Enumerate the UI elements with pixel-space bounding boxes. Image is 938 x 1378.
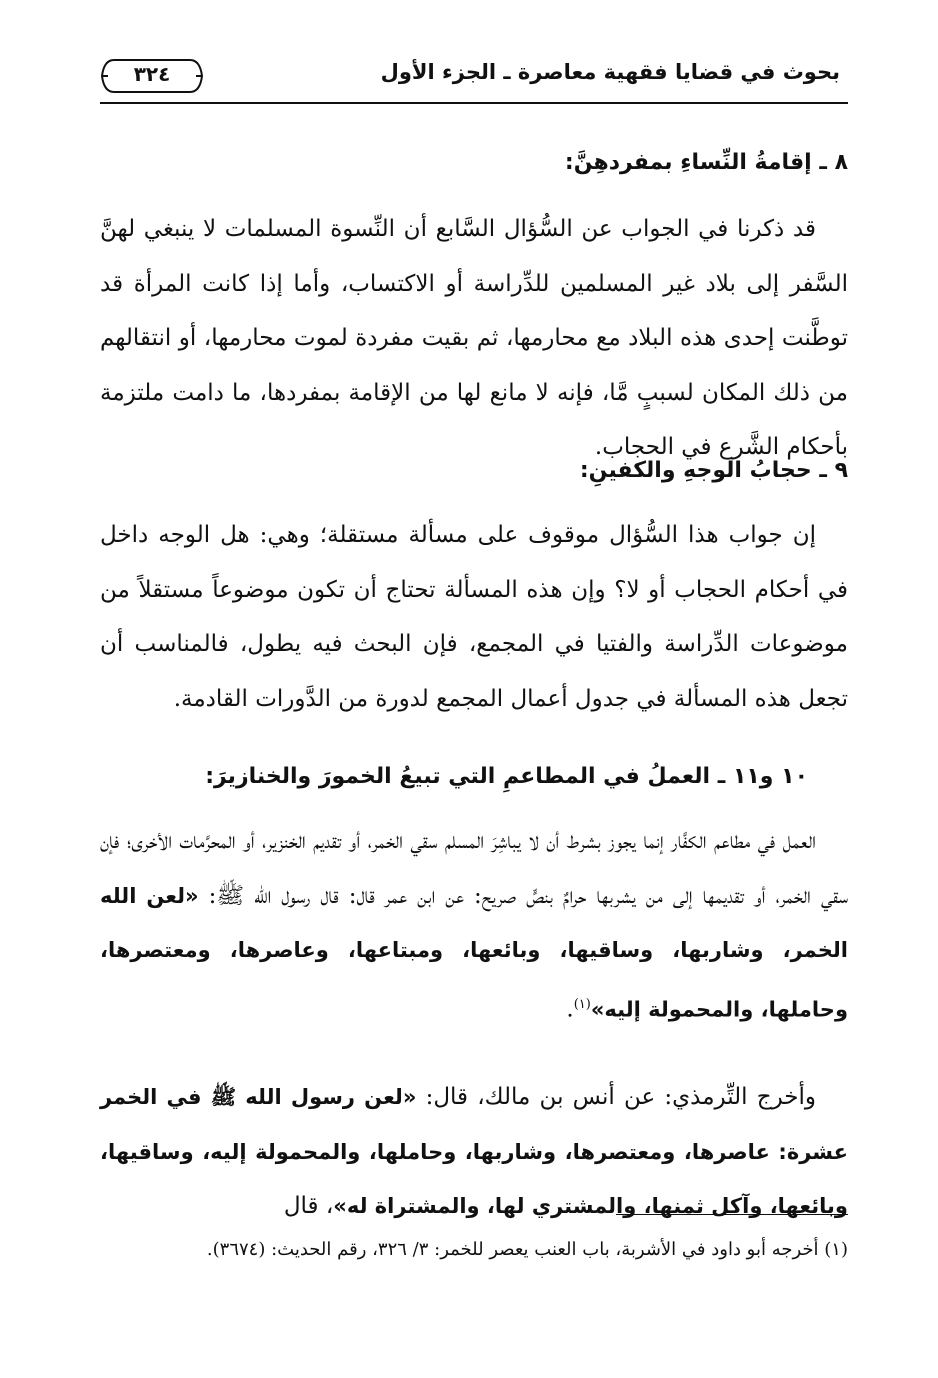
section-heading-8: ٨ ـ إقامةُ النِّساءِ بمفردهِنَّ: [564,150,848,175]
page-header [100,52,848,104]
hadith-quote: «لعن الله الخمر، وشاربها، وساقيها، وبائعها، ومبتاعها، وعاصرها، ومعتصرها، وحاملها، والمحمولة إليه» [100,883,848,1022]
section-heading-10-11: ١٠ و١١ ـ العملُ في المطاعمِ التي تبيعُ الخمورَ والخنازيرَ: [205,764,808,789]
book-title: بحوث في قضايا فقهية معاصرة ـ الجزء الأول [380,60,840,84]
hadith-quote: «لعن رسول الله ﷺ في الخمر عشرة: عاصرها، ومعتصرها، وشاربها، وحاملها، والمحمولة إليه، وساقيها، وبائعها، وآكل ثمنها، والمشتري لها، والمشتراة له» [100,1085,848,1218]
page-number: ٣٢٤ [133,62,171,86]
tirmidhi-paragraph [100,1070,848,1234]
section-paragraph-8: قد ذكرنا في الجواب عن السُّؤال السَّابع أن النِّسوة المسلمات لا ينبغي لهنَّ السَّفر إلى بلاد غير المسلمين للدِّراسة أو الاكتساب، وأما إذا كانت المرأة قد توطَّنت إحدى هذه البلاد مع محارمها، ثم بقيت مفردة لموت محارمها، أو انتقالهم من ذلك المكان لسببٍ مَّا، فإنه لا مانع لها من الإقامة بمفردها، ما دامت ملتزمة بأحكام الشَّرع في الحجاب. [100,216,848,460]
footnote-divider [616,1214,848,1215]
footnote: (١) أخرجه أبو داود في الأشربة، باب العنب يعصر للخمر: ٣/ ٣٢٦، رقم الحديث: (٣٦٧٤). [206,1239,848,1260]
footnote-reference[interactable]: (١) [573,996,591,1012]
paragraph-end: . [566,996,574,1023]
paragraph-text: العمل في مطاعم الكفَّار إنما يجوز بشرط أن لا يباشِرَ المسلم سقي الخمر، أو تقديم الخنزير، أو المحرَّمات الأخرى؛ فإن سقي الخمر، أو تقديمها إلى من يشربها حرامٌ بنصٍّ صريح: عن ابن عمر قال: قال رسول الله ﷺ: [100,828,849,909]
section-heading-9: ٩ ـ حجابُ الوجهِ والكفينِ: [579,458,848,483]
section-paragraph-9: إن جواب هذا السُّؤال موقوف على مسألة مستقلة؛ وهي: هل الوجه داخل في أحكام الحجاب أو لا؟ وإن هذه المسألة تحتاج أن تكون موضوعاً مستقلاً من موضوعات الدِّراسة والفتيا في المجمع، فإن البحث فيه يطول، فالمناسب أن تجعل هذه المسألة في جدول أعمال المجمع لدورة من الدَّورات القادمة. [100,522,848,712]
header-divider [100,102,848,104]
paragraph-intro: وأخرج التِّرمذي: عن أنس بن مالك، قال: [425,1084,816,1110]
page-number-badge [100,56,204,96]
paragraph-tail: ، قال [283,1193,334,1219]
section-paragraph-10-11 [100,814,848,1037]
